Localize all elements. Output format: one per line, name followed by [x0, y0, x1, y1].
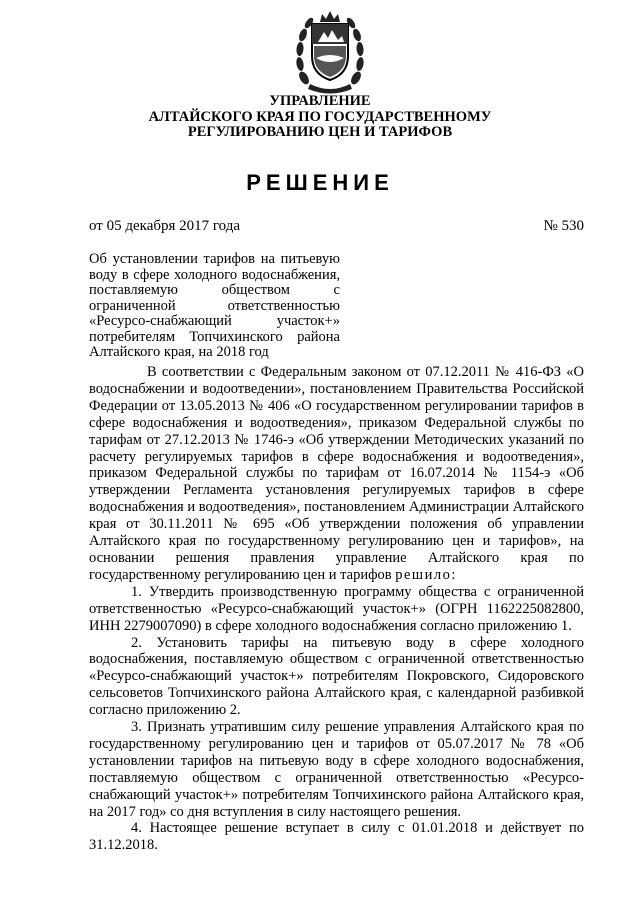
clause-1: 1. Утвердить производственную программу общества с ограниченной ответственностью «Ресурсо-снабжающий участок+» (ОГРН 1162225082800, ИНН 2279007090) в сфере холодного водоснабжения согласно приложению 1. — [89, 583, 584, 634]
agency-line: УПРАВЛЕНИЕ — [269, 93, 371, 109]
preamble-paragraph — [89, 364, 584, 584]
document-subject: Об установлении тарифов на питьевую воду в сфере холодного водоснабжения, поставляемую обществом с ограниченной ответственностью «Ресурсо-снабжающий участок+» потребителям Топчихинского района Алтайского края, на 2018 год — [89, 251, 340, 360]
document-type-title: РЕШЕНИЕ — [246, 170, 394, 195]
agency-line: АЛТАЙСКОГО КРАЯ ПО ГОСУДАРСТВЕННОМУ — [148, 108, 492, 125]
clause-3: 3. Признать утратившим силу решение управления Алтайского края по государственному регулированию цен и тарифов от 05.07.2017 № 78 «Об установлении тарифов на питьевую воду в сфере холодного водоснабжения, поставляемую обществом с ограниченной ответственностью «Ресурсо-снабжающий участок+» потребителям Топчихинского района Алтайского края, на 2017 год» со дня вступления в силу настоящего решения. — [89, 719, 584, 820]
document-number: № 530 — [543, 218, 584, 234]
clause-4: 4. Настоящее решение вступает в силу с 01.01.2018 и действует по 31.12.2018. — [89, 820, 584, 854]
decided-word: решило: — [395, 566, 457, 583]
agency-line: РЕГУЛИРОВАНИЮ ЦЕН И ТАРИФОВ — [187, 124, 453, 140]
preamble-text: В соответствии с Федеральным законом от 07.12.2011 № 416-ФЗ «О водоснабжении и водоотведении», постановлением Правительства Российской Федерации от 13.05.2013 № 406 «О государственном регулировании тарифов в сфере водоснабжения и водоотведения», приказом Федеральной службы по тарифам от 27.12.2013 № 1746-э «Об утверждении Методических указаний по расчету регулируемых тарифов в сфере водоснабжения и водоотведения», приказом Федеральной службы по тарифам от 16.07.2014 № 1154-э «Об утверждении Регламента установления регулируемых тарифов в сфере водоснабжения и водоотведения», постановлением Администрации Алтайского края от 30.11.2011 № 695 «Об утверждении положения об управлении Алтайского края по государственному регулированию цен и тарифов», на основании решения правления управление Алтайского края по государственному регулированию цен и тарифов — [89, 364, 584, 583]
coat-of-arms-icon — [294, 8, 366, 94]
clause-2: 2. Установить тарифы на питьевую воду в сфере холодного водоснабжения, поставляемую обществом с ограниченной ответственностью «Ресурсо-снабжающий участок+» потребителям Покровского, Сидоровского сельсоветов Топчихинского района Алтайского края, с календарной разбивкой согласно приложению 2. — [89, 634, 584, 719]
document-body — [89, 364, 584, 854]
document-date: от 05 декабря 2017 года — [89, 218, 241, 234]
agency-name — [0, 94, 640, 141]
date-number-line — [89, 218, 584, 235]
